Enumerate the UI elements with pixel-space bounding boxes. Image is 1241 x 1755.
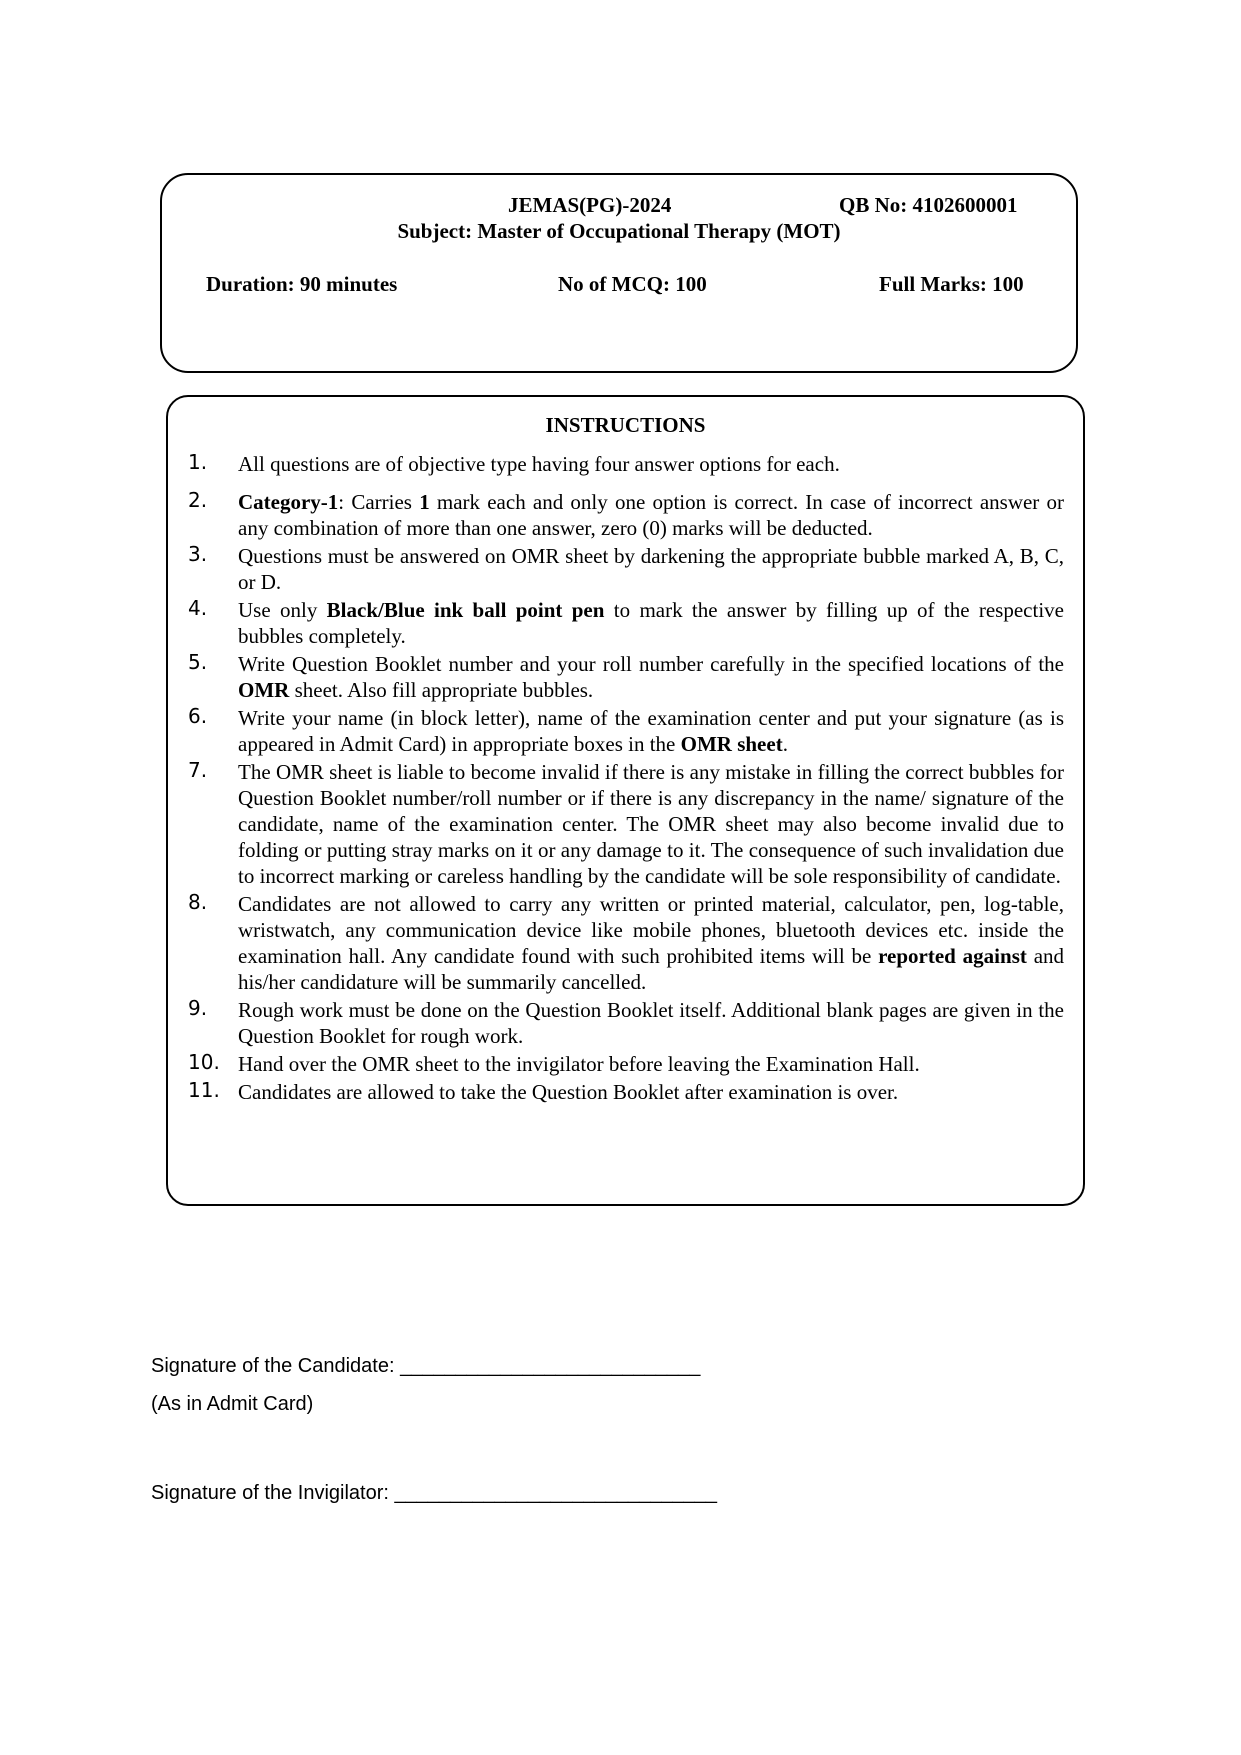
instruction-item: [188, 451, 1064, 477]
candidate-signature-line: Signature of the Candidate: ___________________________: [151, 1355, 701, 1377]
instruction-item: [188, 891, 1064, 995]
instructions-title: INSTRUCTIONS: [545, 413, 706, 437]
instructions-list: [188, 451, 1064, 1105]
instruction-text: Candidates are not allowed to carry any written or printed material, calculator, pen, log-table, wristwatch, any communication device like mobile phones, bluetooth devices etc. inside the examination hall. Any candidate found with such prohibited items will be reported against and his/her candidature will be summarily cancelled.: [238, 892, 1065, 994]
instruction-text: Candidates are allowed to take the Question Booklet after examination is over.: [238, 1080, 899, 1104]
instruction-text: Use only Black/Blue ink ball point pen to mark the answer by filling up of the respective bubbles completely.: [238, 598, 1064, 648]
instruction-number: 1.: [188, 450, 208, 474]
instruction-number: 3.: [188, 542, 208, 566]
instruction-item: [188, 997, 1064, 1049]
instruction-text: Questions must be answered on OMR sheet by darkening the appropriate bubble marked A, B, C, or D.: [238, 544, 1064, 594]
instruction-item: [188, 1079, 1064, 1105]
instruction-item: [188, 1051, 1064, 1077]
instruction-item: [188, 543, 1064, 595]
instruction-number: 7.: [188, 758, 208, 782]
subject-line: Subject: Master of Occupational Therapy (MOT): [397, 219, 841, 243]
instruction-item: [188, 705, 1064, 757]
instruction-text: All questions are of objective type having four answer options for each.: [238, 452, 840, 476]
instruction-text: Category-1: Carries 1 mark each and only one option is correct. In case of incorrect answer or any combination of more than one answer, zero (0) marks will be deducted.: [238, 490, 1064, 540]
instruction-number: 9.: [188, 996, 208, 1020]
instruction-text: Write your name (in block letter), name of the examination center and put your signature (as is appeared in Admit Card) in appropriate boxes in the OMR sheet.: [238, 706, 1064, 756]
instruction-text: Hand over the OMR sheet to the invigilator before leaving the Examination Hall.: [238, 1052, 920, 1076]
duration-label: Duration: 90 minutes: [206, 272, 398, 296]
instruction-number: 4.: [188, 596, 208, 620]
instruction-item: [188, 597, 1064, 649]
exam-header-box: [160, 173, 1078, 373]
instructions-box: [166, 395, 1085, 1206]
candidate-signature-note: (As in Admit Card): [151, 1393, 314, 1415]
full-marks-label: Full Marks: 100: [879, 272, 1024, 296]
instruction-text: The OMR sheet is liable to become invalid if there is any mistake in filling the correct bubbles for Question Booklet number/roll number or if there is any discrepancy in the name/ signature of the candidate, name of the examination center. The OMR sheet may also become invalid due to folding or putting stray marks on it or any damage to it. The consequence of such invalidation due to incorrect marking or careless handling by the candidate will be sole responsibility of candidate.: [238, 760, 1064, 888]
qb-number: QB No: 4102600001: [839, 193, 1018, 217]
instruction-item: [188, 651, 1064, 703]
exam-title: JEMAS(PG)-2024: [508, 193, 672, 217]
instruction-number: 11.: [188, 1078, 220, 1102]
instruction-text: Write Question Booklet number and your roll number carefully in the specified locations of the OMR sheet. Also fill appropriate bubbles.: [238, 652, 1064, 702]
instruction-number: 8.: [188, 890, 208, 914]
mcq-count-label: No of MCQ: 100: [558, 272, 707, 296]
instruction-item: [188, 489, 1064, 541]
instruction-number: 10.: [188, 1050, 220, 1074]
instruction-number: 2.: [188, 488, 208, 512]
instruction-item: [188, 759, 1064, 889]
instruction-number: 5.: [188, 650, 208, 674]
instruction-number: 6.: [188, 704, 208, 728]
instruction-text: Rough work must be done on the Question Booklet itself. Additional blank pages are given in the Question Booklet for rough work.: [238, 998, 1064, 1048]
invigilator-signature-line: Signature of the Invigilator: _____________________________: [151, 1482, 718, 1504]
